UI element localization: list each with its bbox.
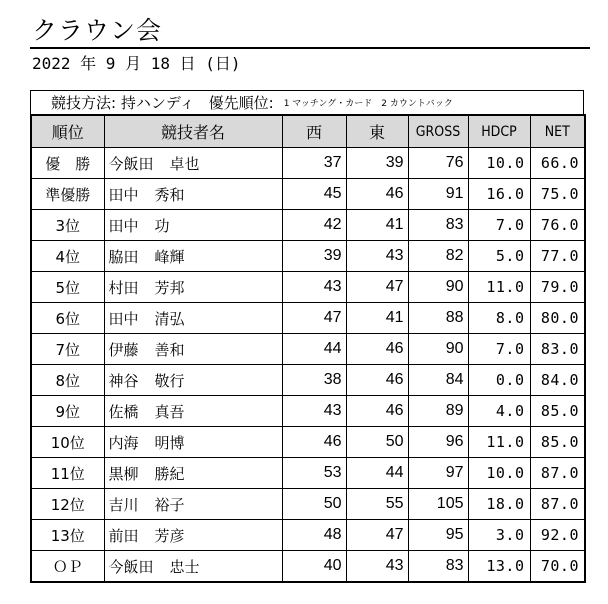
rank-cell: 4位 bbox=[31, 241, 104, 272]
player-first-name: 真吾 bbox=[154, 402, 185, 421]
east-score-cell: 43 bbox=[346, 551, 408, 583]
player-first-name: 忠士 bbox=[169, 557, 200, 576]
player-first-name: 明博 bbox=[154, 433, 185, 452]
gross-score-cell: 89 bbox=[408, 396, 468, 427]
west-score-cell: 47 bbox=[282, 303, 346, 334]
player-name-cell bbox=[104, 427, 282, 458]
gross-score-cell: 91 bbox=[408, 179, 468, 210]
table-row bbox=[31, 551, 585, 583]
player-first-name: 功 bbox=[154, 216, 170, 235]
net-score-cell: 79.0 bbox=[530, 272, 585, 303]
net-score-cell: 84.0 bbox=[530, 365, 585, 396]
east-score-cell: 43 bbox=[346, 241, 408, 272]
hdcp-cell: 7.0 bbox=[468, 334, 530, 365]
player-name-cell bbox=[104, 489, 282, 520]
header-row bbox=[31, 115, 585, 148]
hdcp-cell: 10.0 bbox=[468, 458, 530, 489]
west-score-cell: 46 bbox=[282, 427, 346, 458]
col-header-rank: 順位 bbox=[31, 115, 104, 148]
gross-score-cell: 83 bbox=[408, 210, 468, 241]
player-name-cell bbox=[104, 303, 282, 334]
gross-score-cell: 105 bbox=[408, 489, 468, 520]
table-row bbox=[31, 148, 585, 179]
rank-cell: ＯＰ bbox=[31, 551, 104, 583]
table-row bbox=[31, 334, 585, 365]
player-last-name: 佐橋 bbox=[108, 402, 139, 421]
east-score-cell: 41 bbox=[346, 303, 408, 334]
net-score-cell: 75.0 bbox=[530, 179, 585, 210]
player-last-name: 今飯田 bbox=[108, 154, 154, 173]
table-row bbox=[31, 520, 585, 551]
west-score-cell: 43 bbox=[282, 396, 346, 427]
net-score-cell: 87.0 bbox=[530, 458, 585, 489]
rank-cell: 3位 bbox=[31, 210, 104, 241]
rank-cell: 11位 bbox=[31, 458, 104, 489]
table-row bbox=[31, 241, 585, 272]
player-name-cell bbox=[104, 365, 282, 396]
rank-cell: 12位 bbox=[31, 489, 104, 520]
competition-method-bar bbox=[30, 90, 584, 114]
hdcp-cell: 4.0 bbox=[468, 396, 530, 427]
priority-rules: 1 マッチング・カード 2 カウントバック bbox=[283, 99, 453, 109]
net-score-cell: 92.0 bbox=[530, 520, 585, 551]
player-name-cell bbox=[104, 272, 282, 303]
player-last-name: 吉川 bbox=[108, 495, 139, 514]
rank-cell: 7位 bbox=[31, 334, 104, 365]
west-score-cell: 48 bbox=[282, 520, 346, 551]
west-score-cell: 53 bbox=[282, 458, 346, 489]
east-score-cell: 46 bbox=[346, 396, 408, 427]
table-row bbox=[31, 210, 585, 241]
west-score-cell: 43 bbox=[282, 272, 346, 303]
hdcp-cell: 11.0 bbox=[468, 427, 530, 458]
col-header-west: 西 bbox=[282, 115, 346, 148]
gross-score-cell: 97 bbox=[408, 458, 468, 489]
east-score-cell: 39 bbox=[346, 148, 408, 179]
west-score-cell: 45 bbox=[282, 179, 346, 210]
west-score-cell: 42 bbox=[282, 210, 346, 241]
gross-score-cell: 90 bbox=[408, 272, 468, 303]
hdcp-cell: 18.0 bbox=[468, 489, 530, 520]
gross-score-cell: 90 bbox=[408, 334, 468, 365]
player-name-cell bbox=[104, 551, 282, 583]
col-header-net: NET bbox=[530, 115, 585, 148]
event-date: 2022 年 9 月 18 日 (日) bbox=[32, 54, 241, 73]
rank-cell: 8位 bbox=[31, 365, 104, 396]
east-score-cell: 46 bbox=[346, 365, 408, 396]
player-first-name: 勝紀 bbox=[154, 464, 185, 483]
table-row bbox=[31, 272, 585, 303]
table-row bbox=[31, 458, 585, 489]
west-score-cell: 39 bbox=[282, 241, 346, 272]
player-first-name: 芳彦 bbox=[154, 526, 185, 545]
net-score-cell: 83.0 bbox=[530, 334, 585, 365]
east-score-cell: 46 bbox=[346, 334, 408, 365]
player-first-name: 芳邦 bbox=[154, 278, 185, 297]
east-score-cell: 47 bbox=[346, 272, 408, 303]
rank-cell: 5位 bbox=[31, 272, 104, 303]
player-name-cell bbox=[104, 179, 282, 210]
gross-score-cell: 84 bbox=[408, 365, 468, 396]
net-score-cell: 87.0 bbox=[530, 489, 585, 520]
col-header-east: 東 bbox=[346, 115, 408, 148]
page-title: クラウン会 bbox=[32, 16, 163, 45]
player-last-name: 田中 bbox=[108, 185, 139, 204]
table-row bbox=[31, 179, 585, 210]
player-first-name: 善和 bbox=[154, 340, 185, 359]
net-score-cell: 80.0 bbox=[530, 303, 585, 334]
hdcp-cell: 13.0 bbox=[468, 551, 530, 583]
net-score-cell: 77.0 bbox=[530, 241, 585, 272]
east-score-cell: 50 bbox=[346, 427, 408, 458]
player-first-name: 卓也 bbox=[169, 154, 200, 173]
player-last-name: 黒柳 bbox=[108, 464, 139, 483]
east-score-cell: 47 bbox=[346, 520, 408, 551]
player-first-name: 裕子 bbox=[154, 495, 185, 514]
rank-cell: 9位 bbox=[31, 396, 104, 427]
player-name-cell bbox=[104, 241, 282, 272]
player-last-name: 前田 bbox=[108, 526, 139, 545]
hdcp-cell: 7.0 bbox=[468, 210, 530, 241]
hdcp-cell: 5.0 bbox=[468, 241, 530, 272]
west-score-cell: 44 bbox=[282, 334, 346, 365]
gross-score-cell: 82 bbox=[408, 241, 468, 272]
hdcp-cell: 0.0 bbox=[468, 365, 530, 396]
player-name-cell bbox=[104, 334, 282, 365]
net-score-cell: 70.0 bbox=[530, 551, 585, 583]
player-last-name: 田中 bbox=[108, 309, 139, 328]
west-score-cell: 50 bbox=[282, 489, 346, 520]
table-row bbox=[31, 427, 585, 458]
player-last-name: 村田 bbox=[108, 278, 139, 297]
player-name-cell bbox=[104, 148, 282, 179]
rank-cell: 13位 bbox=[31, 520, 104, 551]
table-row bbox=[31, 489, 585, 520]
east-score-cell: 55 bbox=[346, 489, 408, 520]
rank-cell: 準優勝 bbox=[31, 179, 104, 210]
player-last-name: 伊藤 bbox=[108, 340, 139, 359]
rank-cell: 10位 bbox=[31, 427, 104, 458]
west-score-cell: 37 bbox=[282, 148, 346, 179]
table-row bbox=[31, 303, 585, 334]
player-last-name: 脇田 bbox=[108, 247, 139, 266]
gross-score-cell: 76 bbox=[408, 148, 468, 179]
table-row bbox=[31, 396, 585, 427]
method-label: 競技方法: 持ハンディ bbox=[51, 94, 195, 112]
hdcp-cell: 10.0 bbox=[468, 148, 530, 179]
net-score-cell: 85.0 bbox=[530, 427, 585, 458]
net-score-cell: 66.0 bbox=[530, 148, 585, 179]
col-header-player: 競技者名 bbox=[104, 115, 282, 148]
west-score-cell: 38 bbox=[282, 365, 346, 396]
net-score-cell: 76.0 bbox=[530, 210, 585, 241]
rank-cell: 6位 bbox=[31, 303, 104, 334]
hdcp-cell: 8.0 bbox=[468, 303, 530, 334]
results-table bbox=[30, 114, 586, 583]
player-name-cell bbox=[104, 210, 282, 241]
hdcp-cell: 11.0 bbox=[468, 272, 530, 303]
west-score-cell: 40 bbox=[282, 551, 346, 583]
player-last-name: 内海 bbox=[108, 433, 139, 452]
col-header-hdcp: HDCP bbox=[468, 115, 530, 148]
east-score-cell: 46 bbox=[346, 179, 408, 210]
col-header-gross: GROSS bbox=[408, 115, 468, 148]
player-first-name: 清弘 bbox=[154, 309, 185, 328]
gross-score-cell: 88 bbox=[408, 303, 468, 334]
east-score-cell: 44 bbox=[346, 458, 408, 489]
hdcp-cell: 3.0 bbox=[468, 520, 530, 551]
gross-score-cell: 96 bbox=[408, 427, 468, 458]
gross-score-cell: 95 bbox=[408, 520, 468, 551]
player-name-cell bbox=[104, 520, 282, 551]
priority-label: 優先順位: bbox=[208, 94, 274, 112]
player-first-name: 峰輝 bbox=[154, 247, 185, 266]
player-first-name: 敬行 bbox=[154, 371, 185, 390]
net-score-cell: 85.0 bbox=[530, 396, 585, 427]
player-last-name: 今飯田 bbox=[108, 557, 154, 576]
hdcp-cell: 16.0 bbox=[468, 179, 530, 210]
table-row bbox=[31, 365, 585, 396]
player-name-cell bbox=[104, 458, 282, 489]
east-score-cell: 41 bbox=[346, 210, 408, 241]
gross-score-cell: 83 bbox=[408, 551, 468, 583]
player-name-cell bbox=[104, 396, 282, 427]
title-underline bbox=[30, 47, 590, 49]
player-last-name: 田中 bbox=[108, 216, 139, 235]
rank-cell: 優 勝 bbox=[31, 148, 104, 179]
player-last-name: 神谷 bbox=[108, 371, 139, 390]
player-first-name: 秀和 bbox=[154, 185, 185, 204]
